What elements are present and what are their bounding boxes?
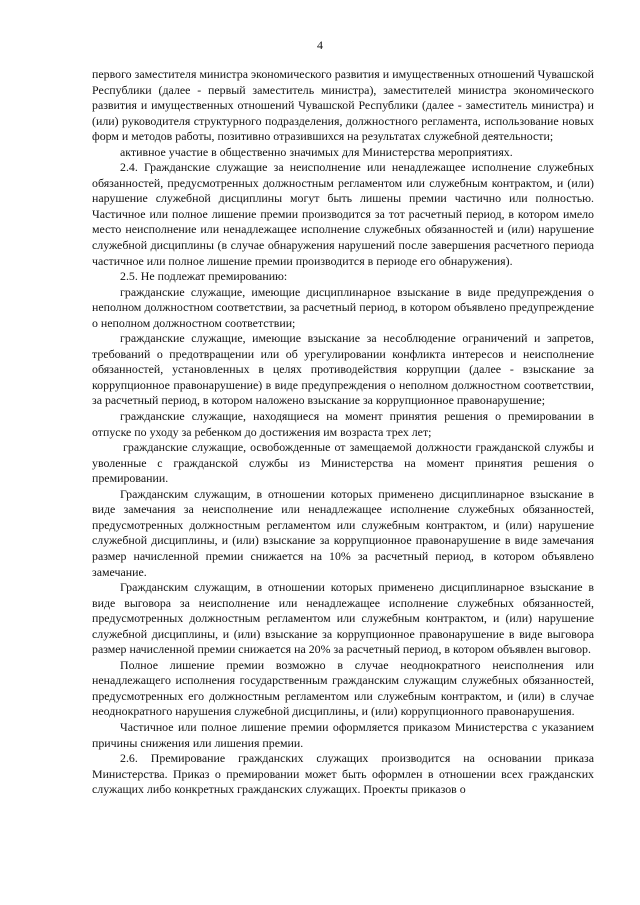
paragraph: 2.4. Гражданские служащие за неисполнение или ненадлежащее исполнение служебных обязанностей, предусмотренных должностным регламентом или служебным контрактом, и (или) нарушение служебной дисциплины могут быть лишены премии частично или полностью. Частичное или полное лишение премии производится за тот расчетный период, в котором имело место неисполнение или ненадлежащее исполнение служебных обязанностей и (или) нарушение служебной дисциплины (в случае обнаружения нарушений после завершения расчетного периода частичное или полное лишение премии производится в периоде его обнаружения). [92,160,594,268]
paragraph: первого заместителя министра экономического развития и имущественных отношений Чувашской Республики (далее - первый заместитель министра), заместителей министра экономического развития и имущественных отношений Чувашской Республики (далее - заместитель министра) и (или) руководителя структурного подразделения, должностного регламента, использование новых форм и методов работы, позитивно отразившихся на результатах служебной деятельности; [92,67,594,144]
paragraph: гражданские служащие, имеющие взыскание за несоблюдение ограничений и запретов, требований о предотвращении или об урегулировании конфликта интересов и неисполнение обязанностей, установленных в целях противодействия коррупции (далее - взыскание за коррупционное правонарушение) в виде предупреждения о неполном должностном соответствии, за расчетный период, в котором наложено взыскание за коррупционное правонарушение; [92,331,594,408]
paragraph: гражданские служащие, имеющие дисциплинарное взыскание в виде предупреждения о неполном должностном соответствии, за расчетный период, в котором объявлено предупреждение о неполном должностном соответствии; [92,284,594,330]
paragraph: 2.6. Премирование гражданских служащих производится на основании приказа Министерства. Приказ о премировании может быть оформлен в отношении всех гражданских служащих либо конкретных гражданских служащих. Проекты приказов о [92,751,594,797]
paragraph: активное участие в общественно значимых для Министерства мероприятиях. [120,144,513,159]
paragraph: гражданские служащие, освобожденные от замещаемой должности гражданской службы и уволенные с гражданской службы из Министерства на момент принятия решения о премировании. [92,440,594,486]
paragraph: Гражданским служащим, в отношении которых применено дисциплинарное взыскание в виде замечания за неисполнение или ненадлежащее исполнение служебных обязанностей, предусмотренных должностным регламентом или служебным контрактом, и (или) нарушение служебной дисциплины, и (или) взыскание за коррупционное правонарушение в виде замечания размер начисленной премии снижается на 10% за расчетный период, в котором объявлено замечание. [92,486,594,579]
document-body [92,67,594,798]
paragraph: Частичное или полное лишение премии оформляется приказом Министерства с указанием причины снижения или лишения премии. [92,719,594,750]
paragraph: Гражданским служащим, в отношении которых применено дисциплинарное взыскание в виде выговора за неисполнение или ненадлежащее исполнение служебных обязанностей, предусмотренных должностным регламентом или служебным контрактом, и (или) нарушение служебной дисциплины, и (или) взыскание за коррупционное правонарушение в виде выговора размер начисленной премии снижается на 20% за расчетный период, в котором объявлен выговор. [92,580,594,657]
page-number: 4 [317,38,323,52]
paragraph: 2.5. Не подлежат премированию: [120,269,288,284]
paragraph: гражданские служащие, находящиеся на момент принятия решения о премировании в отпуске по уходу за ребенком до достижения им возраста трех лет; [92,409,594,439]
paragraph: Полное лишение премии возможно в случае неоднократного неисполнения или ненадлежащего исполнения государственным гражданским служащим служебных обязанностей, предусмотренных его должностным регламентом или служебным контрактом, и (или) в случае неоднократного нарушения служебной дисциплины, и (или) коррупционного правонарушения. [92,657,594,719]
